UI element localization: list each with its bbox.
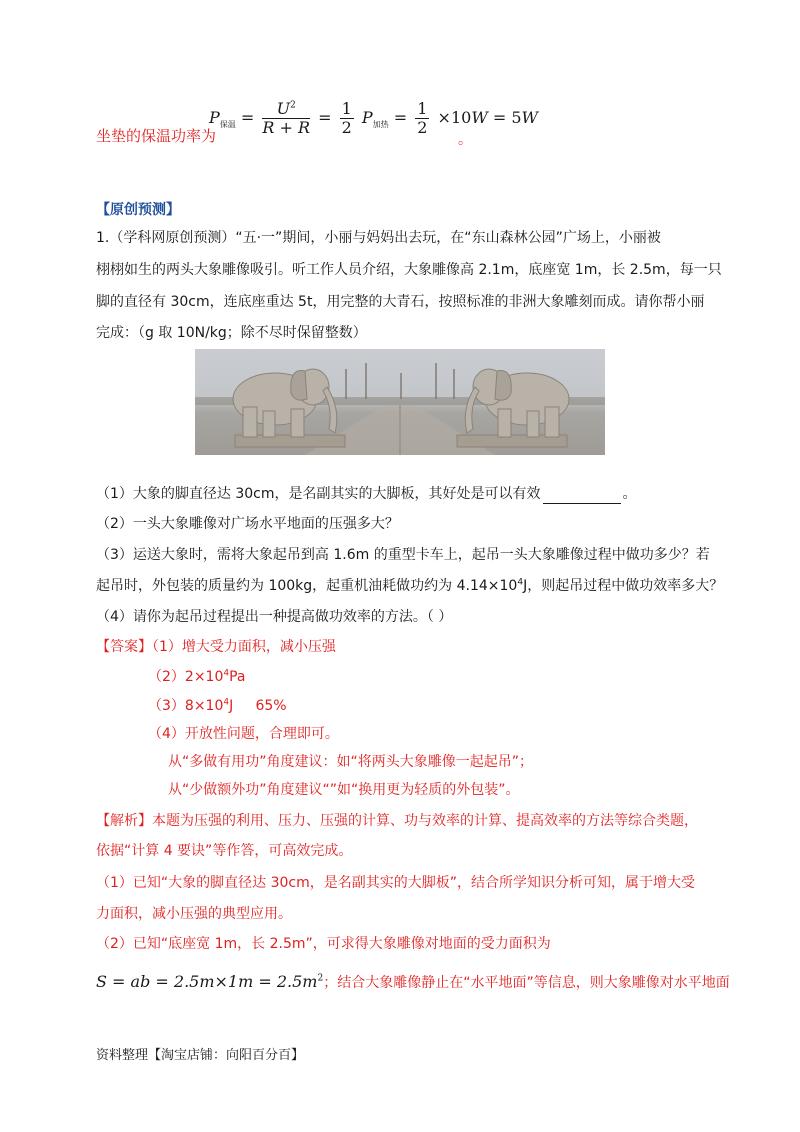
formula-prefix: 坐垫的保温功率为 <box>96 127 217 145</box>
analysis-line-3: （1）已知“大象的脚直径达 30cm，是名副其实的大脚板”，结合所学知识分析可知，属于增大受 <box>96 875 696 891</box>
analysis-line-5: （2）已知“底座宽 1m，长 2.5m”，可求得大象雕像对地面的受力面积为 <box>96 936 551 952</box>
fraction-half-2: $\frac{1}{2}$ <box>417 99 428 137</box>
answer-label: 【答案】 <box>96 639 152 655</box>
section-title: 【原创预测】 <box>96 202 180 218</box>
sub-question-4: （4）请你为起吊过程提出一种提高做功效率的方法。（ ） <box>96 609 453 625</box>
power-formula: $P_{保温}$ = $\frac{U^2}{R + R}$ = $\frac{1}{2}$ $P_{加热}$ = $\frac{1}{2}$ ×10W = 5W <box>209 99 538 137</box>
area-formula: S = ab = $2.5m\times 1m = 2.5m^2$ <box>96 972 324 991</box>
question-line-4: 完成：（g 取 10N/kg；除不尽时保留整数） <box>96 325 367 341</box>
analysis-line-6: S = ab = $2.5m\times 1m = 2.5m^2$；结合大象雕像静止在“水平地面”等信息，则大象雕像对水平地面 <box>96 972 730 991</box>
elephant-statues-photo <box>195 349 605 455</box>
sub-question-3-line-2: 起吊时，外包装的质量约为 100kg，起重机油耗做功约为 $4.14\times 10^4J$，则起吊过程中做功效率多大？ <box>96 577 724 594</box>
answer-row-4: （4）开放性问题，合理即可。 <box>148 726 339 742</box>
page-footer: 资料整理【淘宝店铺：向阳百分百】 <box>96 1048 305 1063</box>
answer-row-2: $(2)2\times 10^4Pa$ <box>148 668 246 685</box>
analysis-line-4: 力面积，减小压强的典型应用。 <box>96 906 292 922</box>
sub-question-2: （2）一头大象雕像对广场水平地面的压强多大？ <box>96 516 399 532</box>
question-line-3: 脚的直径有 30cm，连底座重达 5t，用完整的大青石，按照标准的非洲大象雕刻而成。请你帮小丽 <box>96 294 705 310</box>
elephant-statues-illustration <box>195 349 605 455</box>
answer-row-4-suggestion-2: 从“少做额外功”角度建议“”如“换用更为轻质的外包装”。 <box>168 782 520 798</box>
fraction-u2-over-2r: $\frac{U^2}{R + R}$ <box>262 99 311 137</box>
fraction-half: $\frac{1}{2}$ <box>341 99 352 137</box>
answer-row-4-suggestion-1: 从“多做有用功”角度建议：如“将两头大象雕像一起起吊”； <box>168 754 534 770</box>
formula-period: 。 <box>458 132 472 148</box>
answer-row-1: 【答案】（1）增大受力面积，减小压强 <box>96 639 336 655</box>
sub-question-3-line-1: （3）运送大象时，需将大象起吊到高 1.6m 的重型卡车上，起吊一头大象雕像过程中做功多少？若 <box>96 547 710 563</box>
analysis-label: 【解析】 <box>96 813 152 829</box>
analysis-line-2: 依据“计算 4 要诀”等作答，可高效完成。 <box>96 843 353 859</box>
sub-question-1: （1）大象的脚直径达 30cm，是名副其实的大脚板，其好处是可以有效 。 <box>96 486 637 502</box>
question-line-2: 栩栩如生的两头大象雕像吸引。听工作人员介绍，大象雕像高 2.1m，底座宽 1m，长 2.5m，每一只 <box>96 262 722 278</box>
answer-blank <box>543 489 621 504</box>
analysis-line-1: 【解析】本题为压强的利用、压力、压强的计算、功与效率的计算、提高效率的方法等综合类题， <box>96 813 698 829</box>
answer-row-3: $(3)8\times 10^4J$ 65% <box>148 697 287 714</box>
question-line-1: 1.（学科网原创预测）“五·一”期间，小丽与妈妈出去玩，在“东山森林公园”广场上，小丽被 <box>96 230 661 246</box>
